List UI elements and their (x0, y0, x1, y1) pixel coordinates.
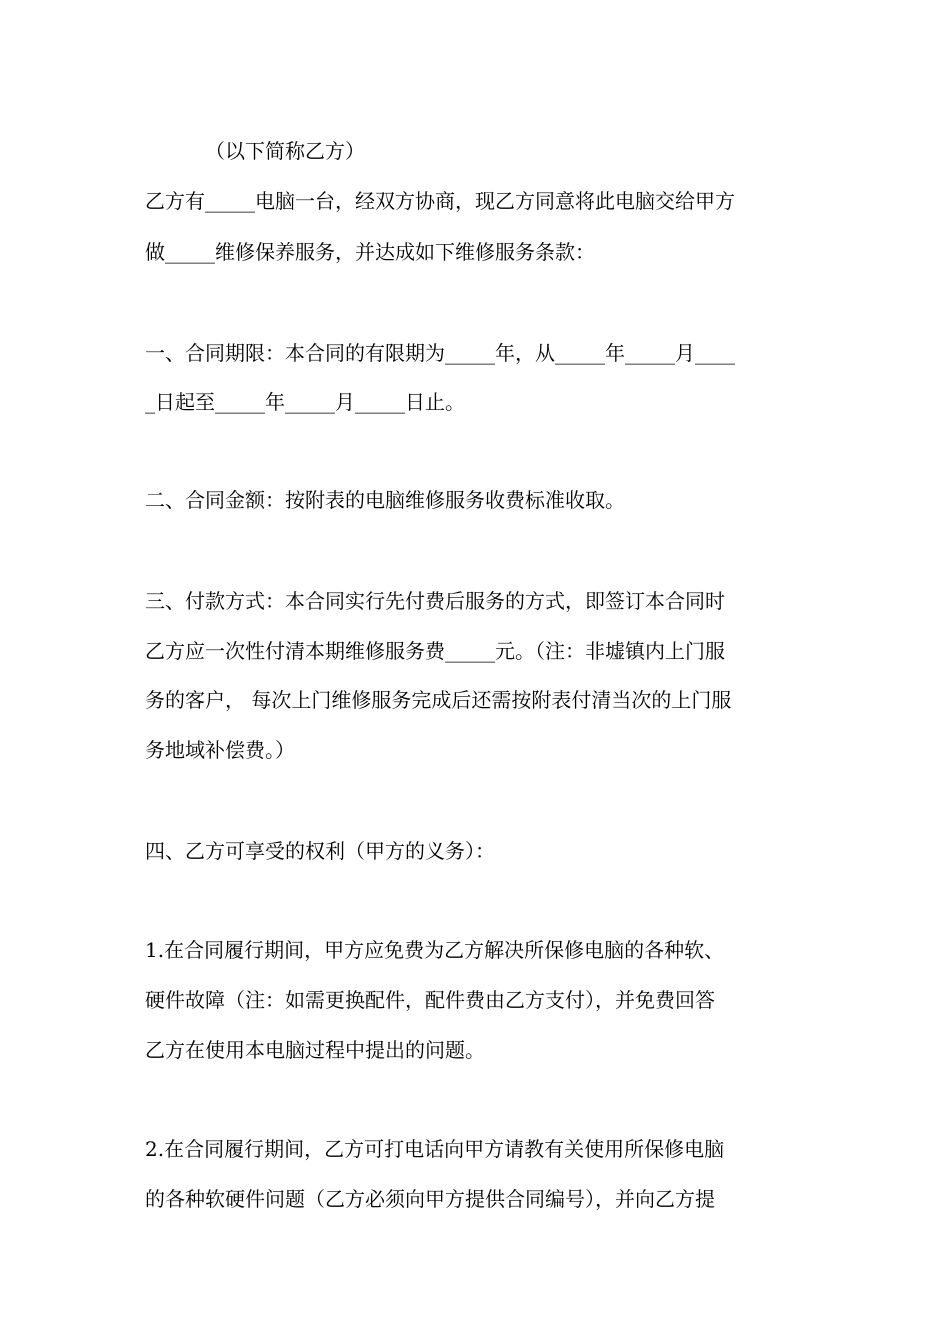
intro-line-1: 乙方有_____电脑一台，经双方协商，现乙方同意将此电脑交给甲方 (145, 189, 735, 213)
clause-3-payment-line-1: 三、付款方式：本合同实行先付费后服务的方式，即签订本合同时 (145, 589, 725, 613)
item-1-line-3: 乙方在使用本电脑过程中提出的问题。 (145, 1038, 485, 1062)
item-1-line-2: 硬件故障（注：如需更换配件，配件费由乙方支付），并免费回答 (145, 988, 715, 1012)
clause-3-payment-line-4: 务地域补偿费。） (145, 738, 295, 762)
intro-line-2: 做_____维修保养服务，并达成如下维修服务条款： (145, 240, 595, 264)
item-2-line-1: 2.在合同履行期间，乙方可打电话向甲方请教有关使用所保修电脑 (145, 1137, 725, 1161)
clause-3-payment-line-3: 务的客户， 每次上门维修服务完成后还需按附表付清当次的上门服 (145, 688, 732, 712)
clause-3-payment-line-2: 乙方应一次性付清本期维修服务费_____元。（注：非墟镇内上门服 (145, 639, 725, 663)
item-2-line-2: 的各种软硬件问题（乙方必须向甲方提供合同编号），并向乙方提 (145, 1187, 715, 1211)
clause-4-heading: 四、乙方可享受的权利（甲方的义务）： (145, 839, 495, 863)
item-1-line-1: 1.在合同履行期间，甲方应免费为乙方解决所保修电脑的各种软、 (145, 938, 725, 962)
clause-2-amount: 二、合同金额：按附表的电脑维修服务收费标准收取。 (145, 488, 625, 512)
clause-1-term-line-1: 一、合同期限：本合同的有限期为_____年，从_____年_____月____ (145, 341, 735, 365)
party-b-abbreviation: （以下简称乙方） (205, 139, 365, 163)
clause-1-term-line-2: _日起至_____年_____月_____日止。 (145, 390, 465, 414)
